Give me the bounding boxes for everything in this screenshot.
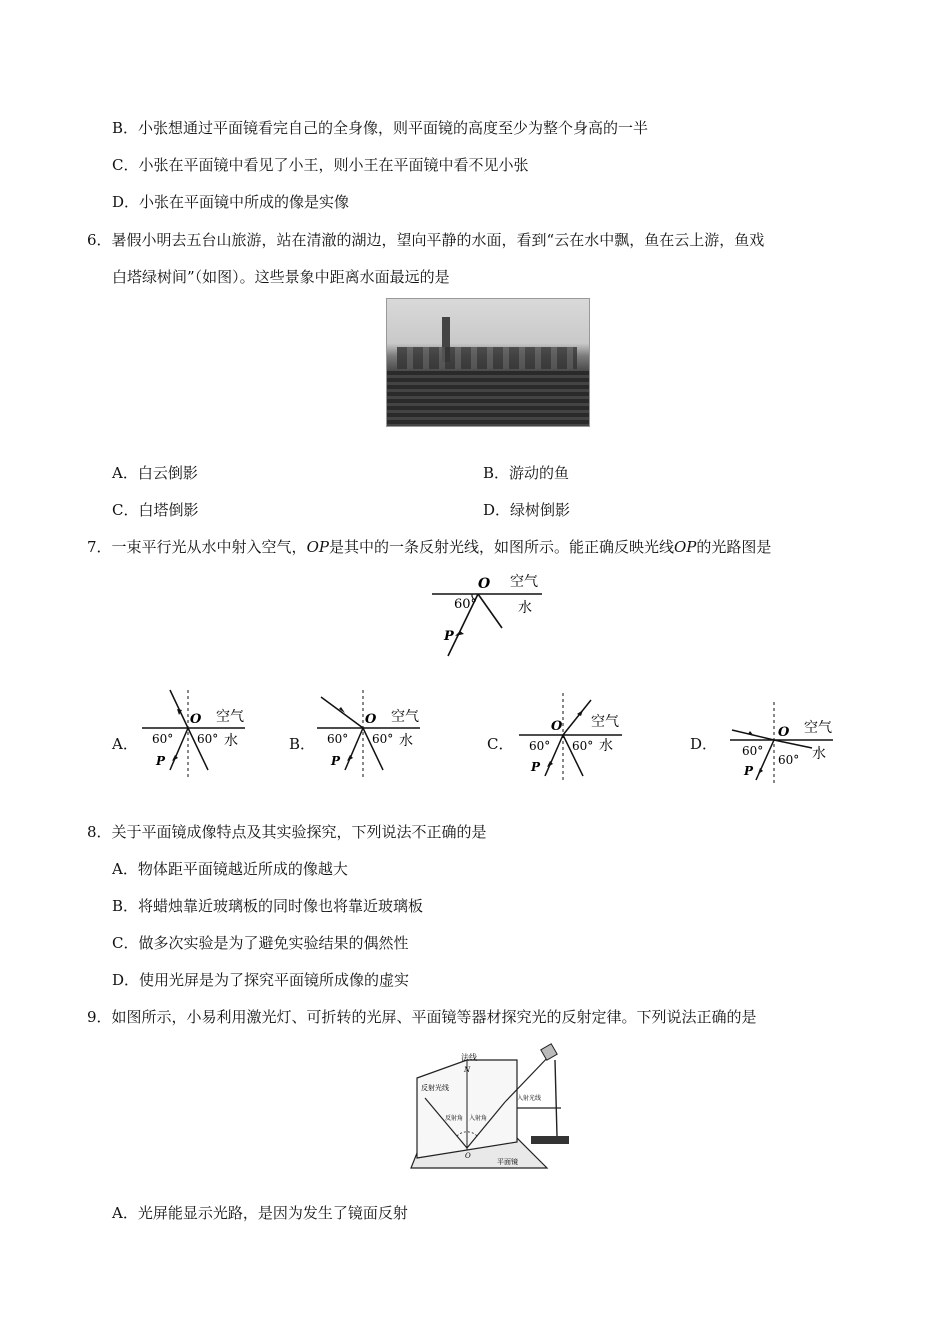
option-text: 游动的鱼 bbox=[509, 464, 570, 482]
q7-option-d-diagram bbox=[728, 700, 843, 785]
question-text: 一束平行光从水中射入空气， bbox=[111, 538, 307, 556]
point-p-label: P bbox=[444, 629, 454, 644]
option-text: 绿树倒影 bbox=[510, 501, 571, 519]
point-o-label: O bbox=[478, 576, 491, 592]
q7-stem bbox=[87, 537, 771, 557]
point-o-label: O bbox=[551, 719, 563, 734]
option-text: 小张在平面镜中看见了小王，则小王在平面镜中看不见小张 bbox=[138, 156, 529, 174]
q7-option-a-letter: A． bbox=[112, 735, 138, 753]
q5-option-b bbox=[112, 118, 648, 138]
point-p-label: P bbox=[331, 754, 341, 768]
air-label: 空气 bbox=[804, 720, 832, 736]
trees bbox=[397, 347, 577, 369]
point-o-label: O bbox=[778, 725, 790, 740]
question-text: 的光路图是 bbox=[696, 538, 772, 556]
point-o-label: O bbox=[365, 712, 377, 727]
air-label: 空气 bbox=[391, 709, 419, 725]
point-p-label: P bbox=[531, 760, 541, 774]
option-text: 将蜡烛靠近玻璃板的同时像也将靠近玻璃板 bbox=[138, 897, 424, 915]
air-label: 空气 bbox=[591, 714, 619, 730]
option-letter: A． bbox=[112, 1204, 138, 1222]
ray-op-label: OP bbox=[673, 538, 697, 556]
option-letter: A． bbox=[112, 860, 138, 878]
q6-option-b bbox=[483, 463, 569, 483]
option-letter: A． bbox=[112, 464, 138, 482]
angle-label: 60° bbox=[572, 739, 594, 753]
angle-label: 60° bbox=[197, 732, 219, 746]
lake-photo bbox=[386, 298, 590, 427]
water-reflection bbox=[387, 371, 589, 426]
incidence-angle-label: 入射角 bbox=[469, 1115, 488, 1122]
question-number: 7． bbox=[87, 538, 112, 556]
water-label: 水 bbox=[399, 733, 413, 749]
q5-option-c bbox=[112, 155, 529, 175]
angle-label: 60° bbox=[152, 732, 174, 746]
option-letter: C． bbox=[112, 501, 139, 519]
air-label: 空气 bbox=[216, 709, 244, 725]
q7-option-c-diagram bbox=[517, 688, 632, 783]
point-p-label: P bbox=[156, 754, 166, 768]
ray-op-label: OP bbox=[306, 538, 329, 556]
q5-option-d bbox=[112, 192, 349, 212]
q7-option-c-letter: C． bbox=[487, 735, 514, 753]
angle-label: 60° bbox=[742, 744, 764, 758]
question-text: 如图所示，小易利用激光灯、可折转的光屏、平面镜等器材探究光的反射定律。下列说法正确的是 bbox=[111, 1008, 757, 1026]
angle-label: 60° bbox=[372, 732, 394, 746]
incident-ray-label: 入射光线 bbox=[517, 1095, 542, 1102]
question-number: 6． bbox=[87, 231, 112, 249]
option-text: 光屏能显示光路，是因为发生了镜面反射 bbox=[137, 1204, 408, 1222]
question-text: 是其中的一条反射光线，如图所示。能正确反映光线 bbox=[328, 538, 674, 556]
water-label: 水 bbox=[224, 733, 238, 749]
option-letter: D． bbox=[483, 501, 511, 519]
option-letter: D． bbox=[112, 971, 140, 989]
q8-option-a bbox=[112, 859, 348, 879]
angle-label: 60° bbox=[454, 597, 478, 612]
option-text: 白云倒影 bbox=[137, 464, 198, 482]
q6-stem-line2: 白塔绿树间”（如图）。这些景象中距离水面最远的是 bbox=[112, 268, 450, 286]
water-label: 水 bbox=[812, 746, 826, 762]
q7-option-b-letter: B． bbox=[289, 735, 316, 753]
q7-option-a-diagram bbox=[140, 685, 255, 780]
angle-label: 60° bbox=[778, 753, 800, 767]
option-letter: B． bbox=[112, 897, 139, 915]
reflection-angle-label: 反射角 bbox=[445, 1115, 464, 1122]
q9-option-a bbox=[112, 1203, 408, 1223]
point-o-label: O bbox=[190, 712, 202, 727]
normal-label: 法线 bbox=[461, 1053, 477, 1062]
q6-option-a bbox=[112, 463, 198, 483]
angle-label: 60° bbox=[529, 739, 551, 753]
q7-option-d-letter: D． bbox=[690, 735, 718, 753]
q6-option-d bbox=[483, 500, 570, 520]
water-label: 水 bbox=[518, 600, 532, 616]
option-text: 做多次实验是为了避免实验结果的偶然性 bbox=[138, 934, 409, 952]
q6-option-c bbox=[112, 500, 199, 520]
q8-option-d bbox=[112, 970, 409, 990]
point-n-label: N bbox=[464, 1066, 471, 1074]
q9-apparatus-figure bbox=[405, 1040, 580, 1175]
q8-stem bbox=[87, 822, 487, 842]
option-letter: C． bbox=[112, 934, 139, 952]
question-text: 关于平面镜成像特点及其实验探究，下列说法不正确的是 bbox=[111, 823, 487, 841]
q6-stem-line1 bbox=[87, 230, 764, 250]
option-text: 小张在平面镜中所成的像是实像 bbox=[139, 193, 350, 211]
option-text: 物体距平面镜越近所成的像越大 bbox=[137, 860, 348, 878]
option-letter: B． bbox=[483, 464, 510, 482]
reflected-ray-label: 反射光线 bbox=[421, 1084, 449, 1092]
q8-option-b bbox=[112, 896, 423, 916]
question-number: 9． bbox=[87, 1008, 112, 1026]
q7-main-figure bbox=[420, 568, 560, 660]
point-o-label: O bbox=[465, 1152, 471, 1160]
option-text: 小张想通过平面镜看完自己的全身像，则平面镜的高度至少为整个身高的一半 bbox=[138, 119, 649, 137]
q7-option-b-diagram bbox=[315, 685, 430, 780]
mirror-label: 平面镜 bbox=[497, 1158, 518, 1166]
water-label: 水 bbox=[599, 738, 613, 754]
option-letter: D． bbox=[112, 193, 140, 211]
air-label: 空气 bbox=[510, 574, 538, 590]
q8-option-c bbox=[112, 933, 409, 953]
option-text: 使用光屏是为了探究平面镜所成像的虚实 bbox=[139, 971, 410, 989]
angle-label: 60° bbox=[327, 732, 349, 746]
q9-stem bbox=[87, 1007, 757, 1027]
point-p-label: P bbox=[744, 764, 754, 778]
question-text: 暑假小明去五台山旅游，站在清澈的湖边，望向平静的水面，看到“云在水中飘，鱼在云上游，鱼戏 bbox=[111, 231, 765, 249]
option-letter: B． bbox=[112, 119, 139, 137]
question-number: 8． bbox=[87, 823, 112, 841]
option-letter: C． bbox=[112, 156, 139, 174]
option-text: 白塔倒影 bbox=[138, 501, 199, 519]
